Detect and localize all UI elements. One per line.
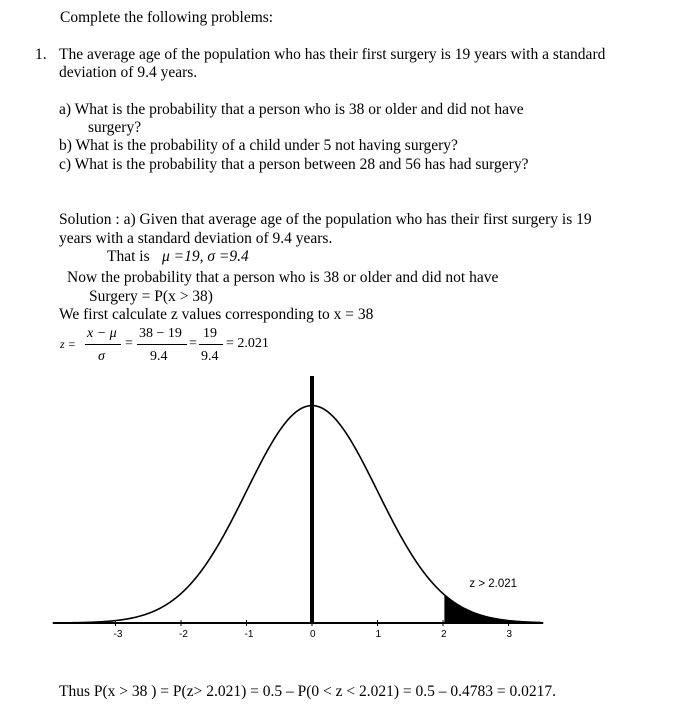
formula-fraction-bar-1 xyxy=(85,344,121,345)
shaded-region-label: z > 2.021 xyxy=(469,578,518,590)
conclusion: Thus P(x > 38 ) = P(z> 2.021) = 0.5 – P(0 < z < 2.021) = 0.5 – 0.4783 = 0.0217. xyxy=(59,683,557,700)
solution-line-1: Solution : a) Given that average age of the population who has their first surgery is 19 xyxy=(59,211,592,228)
part-b: b) What is the probability of a child under 5 not having surgery? xyxy=(59,137,458,154)
formula-den-3: 9.4 xyxy=(201,349,219,364)
formula-z-label: z = xyxy=(60,337,76,351)
formula-num-1: x − μ xyxy=(87,326,117,341)
surgery-probability-line: Surgery = P(x > 38) xyxy=(89,288,213,305)
that-is-label: That is xyxy=(107,248,150,265)
normal-curve-chart xyxy=(0,370,691,680)
x-tick-label: -3 xyxy=(113,629,123,640)
formula-fraction-bar-3 xyxy=(199,344,223,345)
x-tick-label: 0 xyxy=(310,629,316,640)
x-tick-label: -1 xyxy=(244,629,254,640)
problem-text-line-1: The average age of the population who has their first surgery is 19 years with a standard xyxy=(59,46,606,63)
heading: Complete the following problems: xyxy=(60,9,274,26)
formula-den-1: σ xyxy=(98,349,105,364)
formula-eq-2: = xyxy=(189,336,197,351)
parameters: μ =19, σ =9.4 xyxy=(162,248,249,265)
formula-result: = 2.021 xyxy=(226,336,269,351)
problem-text-line-2: deviation of 9.4 years. xyxy=(59,64,198,81)
formula-den-2: 9.4 xyxy=(150,349,168,364)
part-a-line-2: surgery? xyxy=(88,119,142,136)
x-tick-label: 1 xyxy=(375,629,382,640)
part-a-line-1: a) What is the probability that a person who is 38 or older and did not have xyxy=(59,101,524,118)
now-probability-line: Now the probability that a person who is 38 or older and did not have xyxy=(67,269,499,286)
z-calc-line: We first calculate z values corresponding to x = 38 xyxy=(59,306,374,323)
problem-number: 1. xyxy=(35,46,47,63)
normal-curve xyxy=(53,406,540,623)
solution-line-2: years with a standard deviation of 9.4 years. xyxy=(59,230,333,247)
part-c: c) What is the probability that a person between 28 and 56 has had surgery? xyxy=(59,156,529,173)
formula-fraction-bar-2 xyxy=(137,344,187,345)
x-tick-label: -2 xyxy=(179,629,188,640)
formula-eq-1: = xyxy=(125,336,133,351)
x-tick-label: 3 xyxy=(506,629,513,640)
formula-num-2: 38 − 19 xyxy=(139,326,182,341)
formula-num-3: 19 xyxy=(203,326,217,341)
x-tick-label: 2 xyxy=(441,629,447,640)
